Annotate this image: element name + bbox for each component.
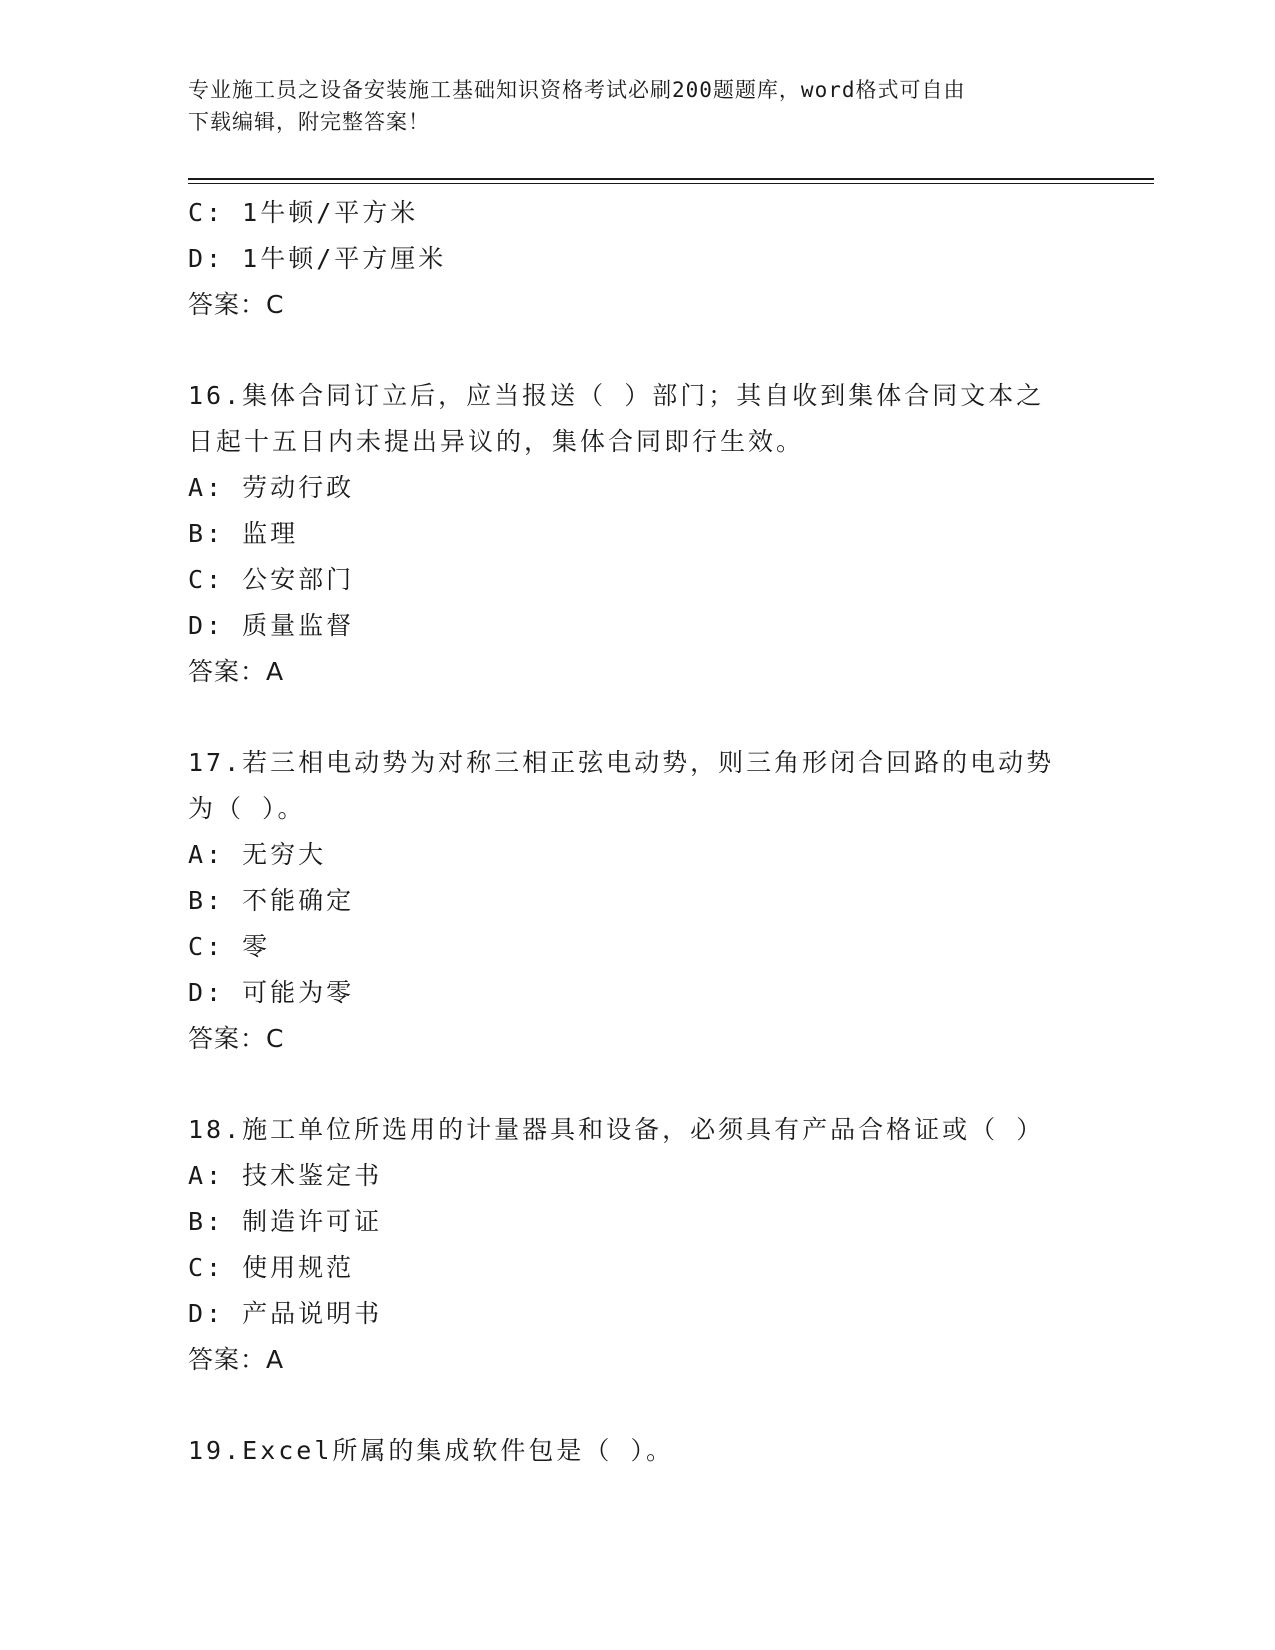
document-header: [188, 74, 1088, 138]
option-c: C: 1牛顿/平方米: [188, 198, 419, 227]
question-text-line-1: 19.Excel所属的集成软件包是（ ）。: [188, 1436, 674, 1465]
option-d: D: 产品说明书: [188, 1299, 383, 1328]
answer: 答案：A: [188, 1345, 285, 1374]
option-b: B: 制造许可证: [188, 1207, 383, 1236]
question-15: [188, 190, 1088, 328]
answer: 答案：A: [188, 657, 285, 686]
question-text-line-1: 17.若三相电动势为对称三相正弦电动势，则三角形闭合回路的电动势: [188, 748, 1055, 777]
header-line-2: 下载编辑，附完整答案！: [188, 110, 430, 134]
option-c: C: 零: [188, 932, 271, 961]
question-list: [188, 190, 1088, 1474]
option-c: C: 公安部门: [188, 565, 355, 594]
question-text-line-1: 18.施工单位所选用的计量器具和设备，必须具有产品合格证或（ ）: [188, 1115, 1045, 1144]
header-line-1: 专业施工员之设备安装施工基础知识资格考试必刷200题题库，word格式可自由: [188, 78, 966, 102]
option-c: C: 使用规范: [188, 1253, 355, 1282]
option-d: D: 质量监督: [188, 611, 355, 640]
question-16: [188, 373, 1088, 695]
question-spacer: [188, 695, 1088, 740]
question-17: [188, 740, 1088, 1062]
option-b: B: 监理: [188, 519, 299, 548]
option-d: D: 1牛顿/平方厘米: [188, 244, 447, 273]
question-text-line-2: 为（ ）。: [188, 794, 306, 823]
answer: 答案：C: [188, 1024, 285, 1053]
question-text-line-1: 16.集体合同订立后，应当报送（ ）部门；其自收到集体合同文本之: [188, 381, 1045, 410]
question-18: [188, 1107, 1088, 1383]
option-a: A: 劳动行政: [188, 473, 355, 502]
option-d: D: 可能为零: [188, 978, 355, 1007]
header-rule-thin: [188, 183, 1154, 184]
option-a: A: 技术鉴定书: [188, 1161, 383, 1190]
answer: 答案：C: [188, 290, 285, 319]
option-a: A: 无穷大: [188, 840, 327, 869]
question-spacer: [188, 1062, 1088, 1107]
question-19: [188, 1428, 1088, 1474]
question-spacer: [188, 328, 1088, 373]
question-spacer: [188, 1383, 1088, 1428]
header-rule-thick: [188, 178, 1154, 180]
question-text-line-2: 日起十五日内未提出异议的，集体合同即行生效。: [188, 427, 805, 456]
option-b: B: 不能确定: [188, 886, 355, 915]
